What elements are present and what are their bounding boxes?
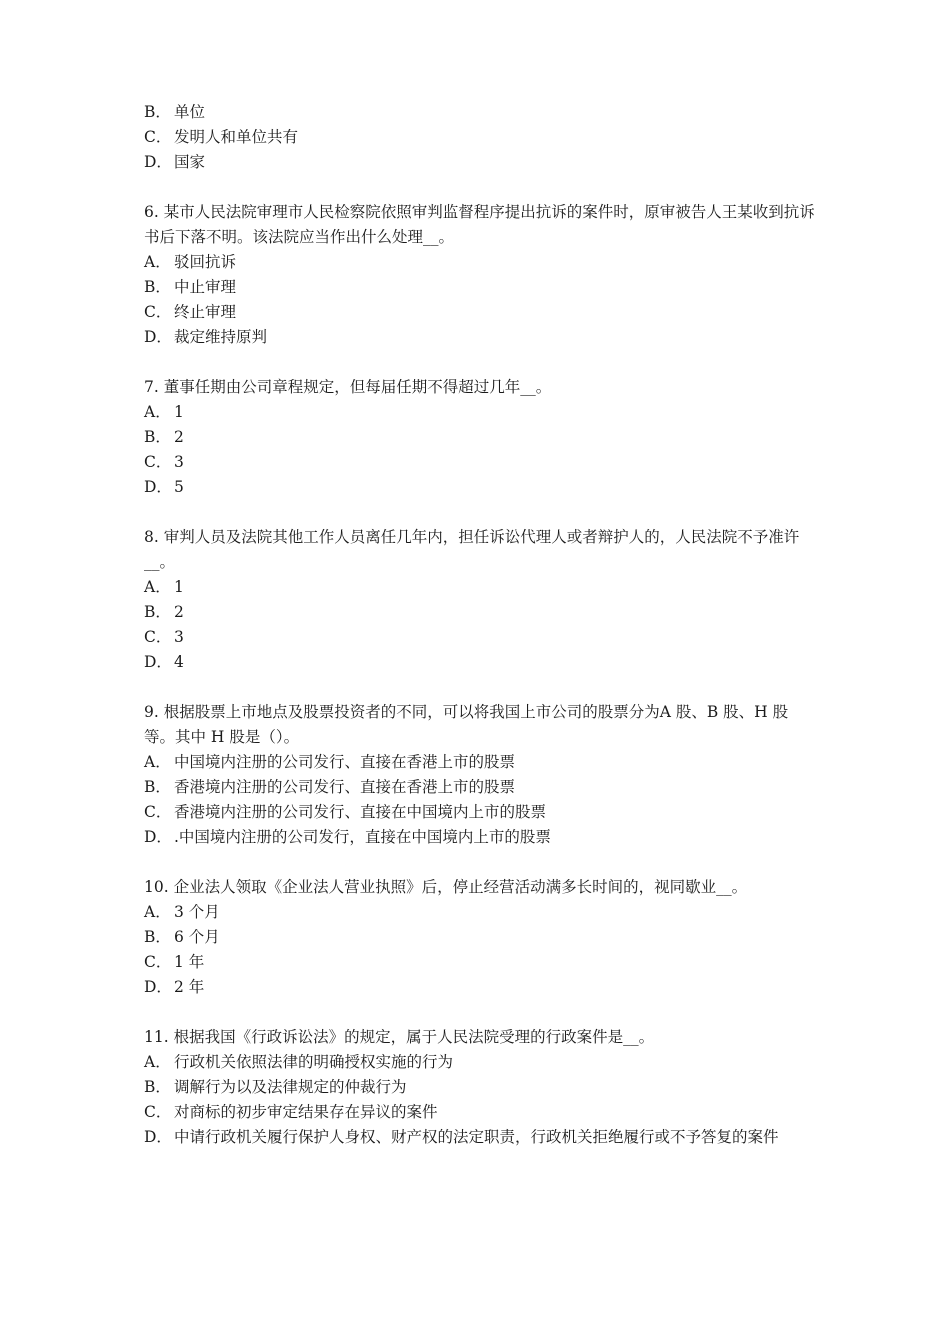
option-d: D． 5 [144, 478, 184, 496]
option-a: A． 行政机关依照法律的明确授权实施的行为 [144, 1053, 454, 1071]
option-d: D． 中请行政机关履行保护人身权、财产权的法定职责，行政机关拒绝履行或不予答复的案件 [144, 1128, 779, 1146]
option-b: B． 单位 [144, 103, 206, 121]
option-a: A． 3 个月 [144, 903, 220, 921]
question-stem: 7. 董事任期由公司章程规定，但每届任期不得超过几年__。 [144, 378, 552, 396]
option-c: C． 香港境内注册的公司发行、直接在中国境内上市的股票 [144, 803, 547, 821]
option-d: D． 国家 [144, 153, 206, 171]
question-stem: 6. 某市人民法院审理市人民检察院依照审判监督程序提出抗诉的案件时，原审被告人王某收到抗诉书后下落不明。该法院应当作出什么处理__。 [144, 203, 815, 246]
option-b: B． 2 [144, 603, 184, 621]
option-b: B． 调解行为以及法律规定的仲裁行为 [144, 1078, 407, 1096]
option-b: B． 香港境内注册的公司发行、直接在香港上市的股票 [144, 778, 516, 796]
option-a: A． 中国境内注册的公司发行、直接在香港上市的股票 [144, 753, 516, 771]
question-7 [144, 375, 810, 500]
option-c: C． 对商标的初步审定结果存在异议的案件 [144, 1103, 438, 1121]
option-c: C． 3 [144, 453, 184, 471]
question-5-tail [144, 100, 810, 175]
question-8 [144, 525, 810, 675]
option-d: D． .中国境内注册的公司发行，直接在中国境内上市的股票 [144, 828, 551, 846]
option-b: B． 中止审理 [144, 278, 237, 296]
question-stem: 8. 审判人员及法院其他工作人员离任几年内，担任诉讼代理人或者辩护人的，人民法院不予准许__。 [144, 528, 800, 571]
option-d: D． 裁定维持原判 [144, 328, 268, 346]
option-a: A． 1 [144, 578, 184, 596]
option-d: D． 4 [144, 653, 184, 671]
question-11 [144, 1025, 810, 1150]
option-d: D． 2 年 [144, 978, 205, 996]
question-stem: 11. 根据我国《行政诉讼法》的规定，属于人民法院受理的行政案件是__。 [144, 1028, 655, 1046]
question-stem: 9. 根据股票上市地点及股票投资者的不同，可以将我国上市公司的股票分为A 股、B 股、H 股等。其中 H 股是（）。 [144, 703, 789, 746]
option-c: C． 3 [144, 628, 184, 646]
option-a: A． 驳回抗诉 [144, 253, 237, 271]
question-10 [144, 875, 810, 1000]
question-stem: 10. 企业法人领取《企业法人营业执照》后，停止经营活动满多长时间的，视同歇业__。 [144, 878, 748, 896]
question-9 [144, 700, 810, 850]
option-a: A． 1 [144, 403, 184, 421]
option-c: C． 终止审理 [144, 303, 237, 321]
option-c: C． 发明人和单位共有 [144, 128, 299, 146]
option-b: B． 6 个月 [144, 928, 220, 946]
question-6 [144, 200, 815, 350]
option-c: C． 1 年 [144, 953, 205, 971]
option-b: B． 2 [144, 428, 184, 446]
